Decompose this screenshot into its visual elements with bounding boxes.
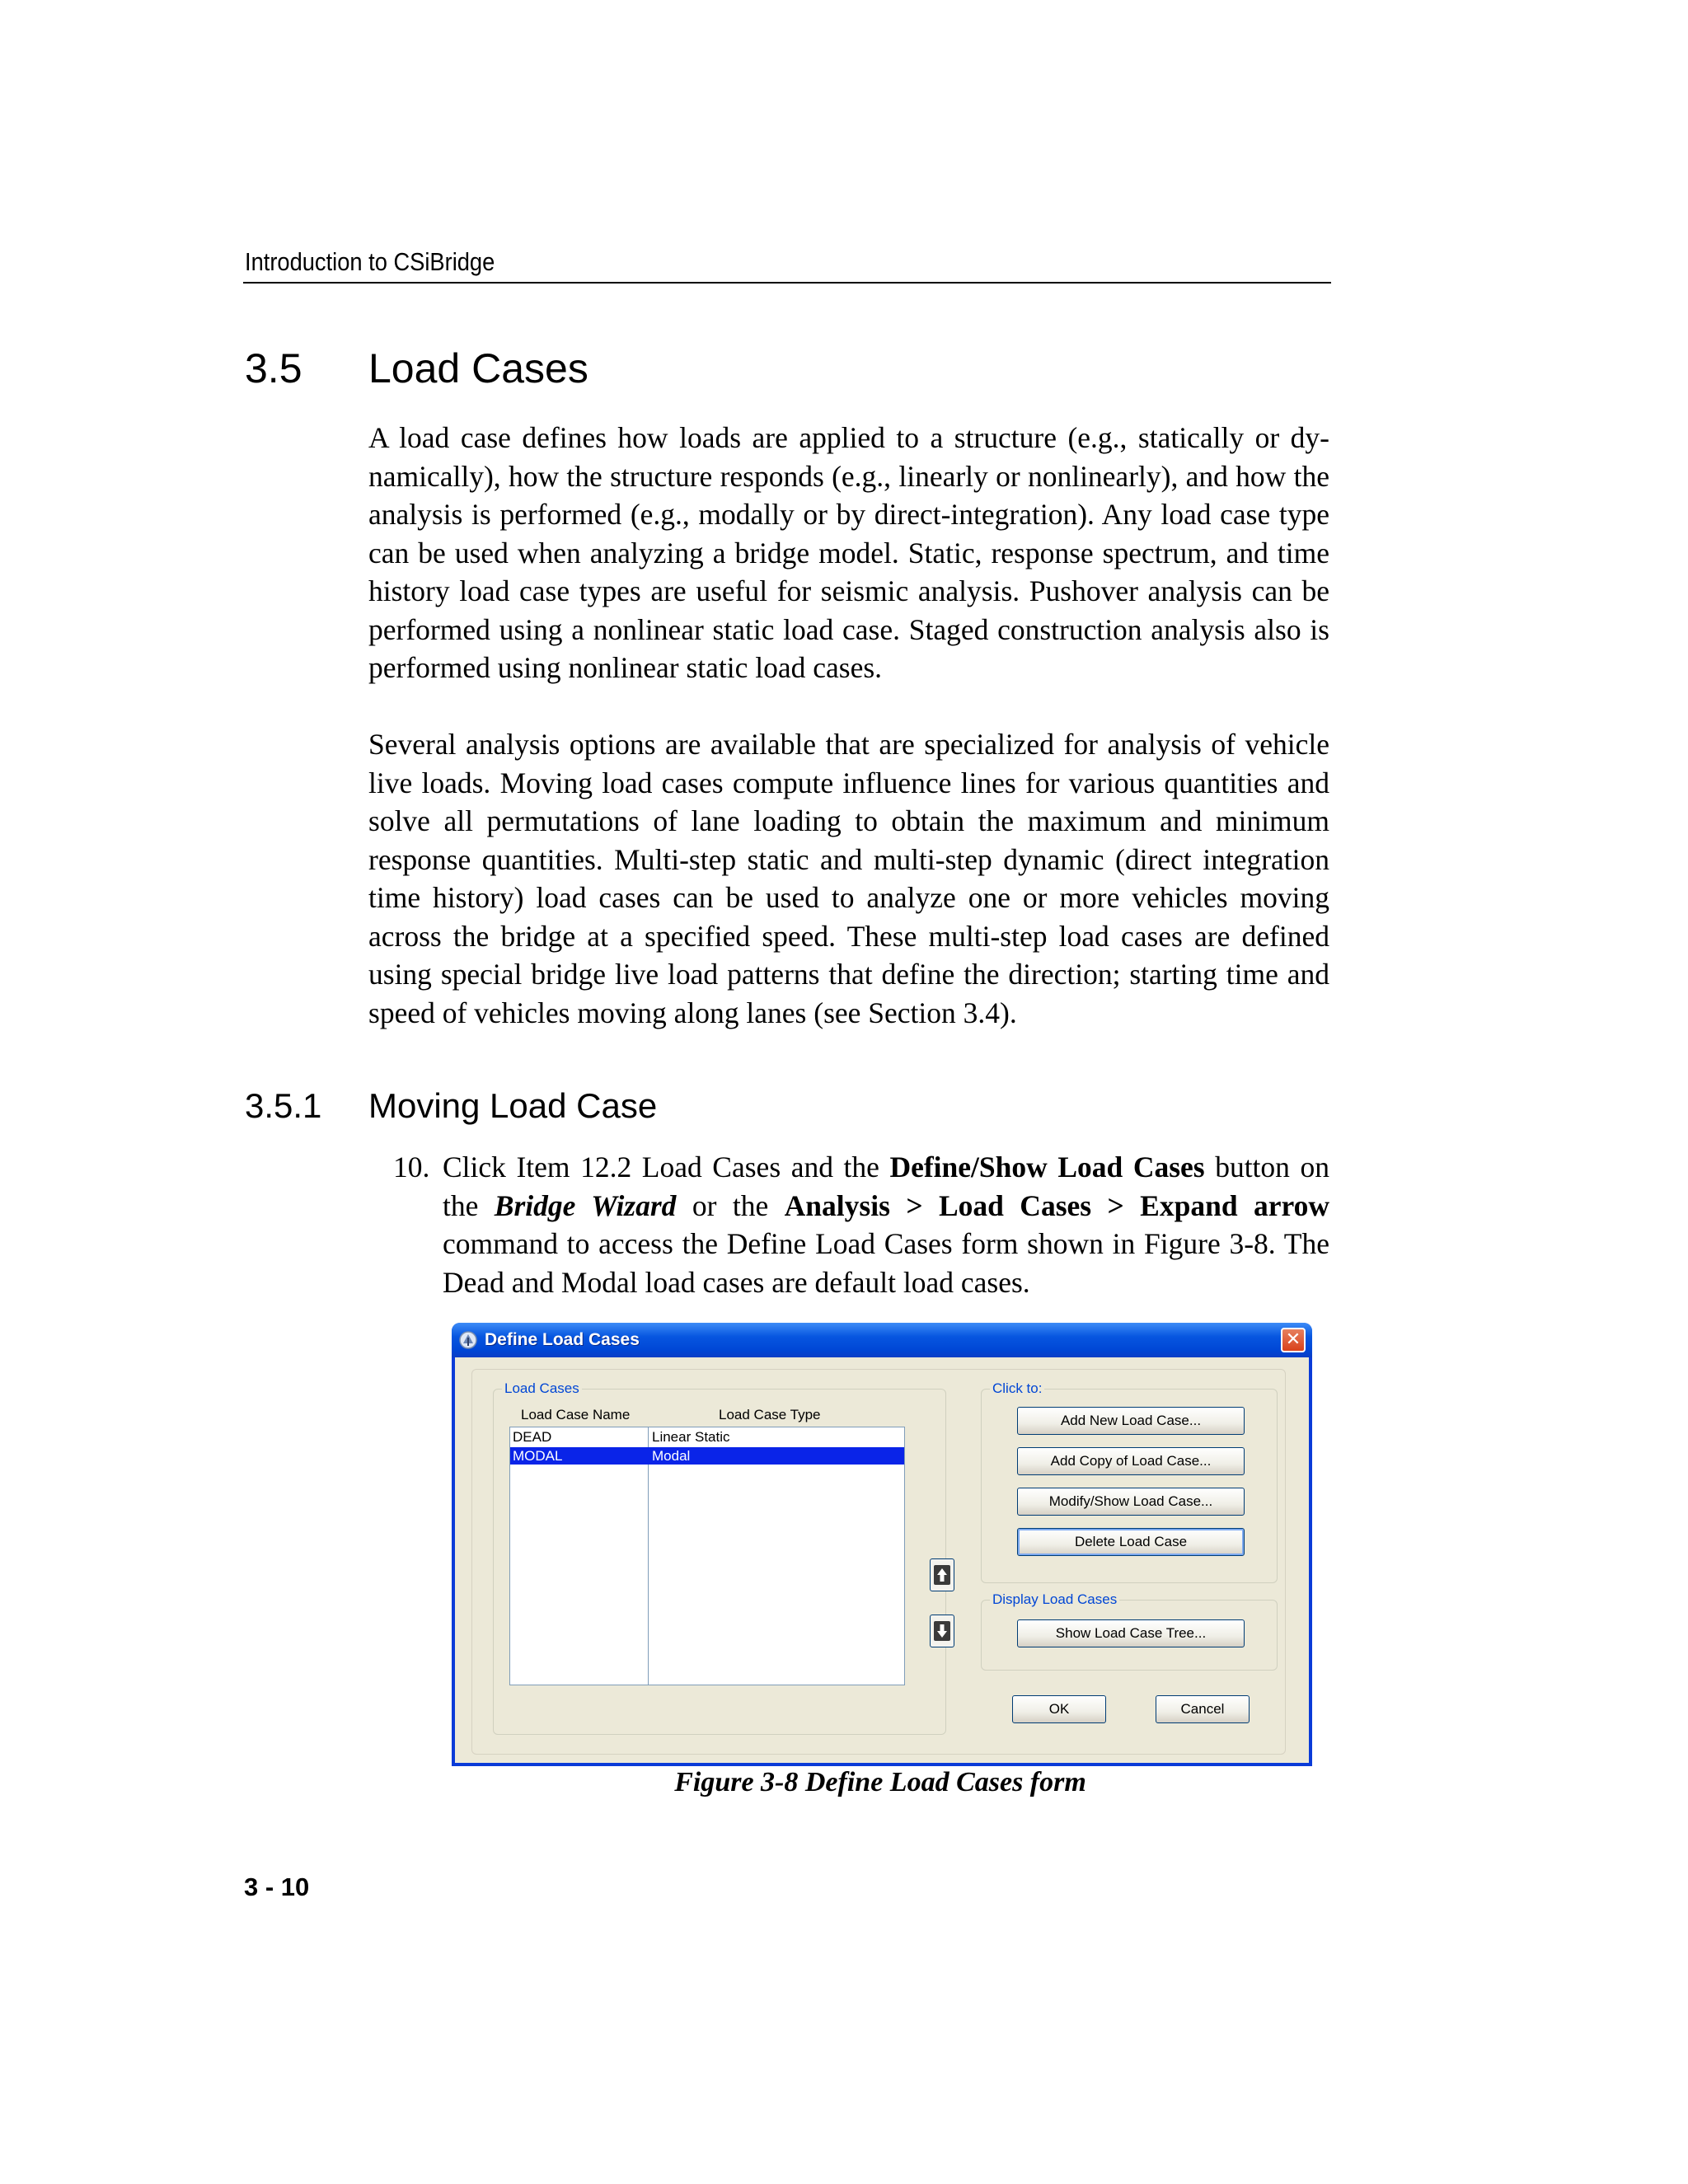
step-text-part: button on the — [443, 1151, 1329, 1222]
figure-caption: Figure 3-8 Define Load Cases form — [674, 1767, 1086, 1797]
subsection-number: 3.5.1 — [245, 1086, 322, 1125]
show-load-case-tree-button[interactable]: Show Load Case Tree... — [1017, 1619, 1245, 1647]
dialog-titlebar[interactable] — [452, 1323, 1312, 1357]
move-down-button[interactable] — [930, 1615, 954, 1647]
arrow-down-icon — [933, 1620, 951, 1642]
list-column-divider — [648, 1427, 649, 1685]
subsection-title: Moving Load Case — [368, 1086, 658, 1125]
cancel-button[interactable]: Cancel — [1156, 1695, 1250, 1723]
step-bold-italic-bridge-wizard: Bridge Wizard — [494, 1188, 677, 1222]
row-type: Linear Static — [652, 1429, 730, 1445]
click-to-group-label: Click to: — [990, 1380, 1044, 1397]
define-load-cases-dialog — [452, 1323, 1312, 1766]
delete-load-case-button[interactable]: Delete Load Case — [1017, 1528, 1245, 1556]
row-type: Modal — [652, 1448, 691, 1464]
section-title: Load Cases — [368, 345, 588, 391]
section-number: 3.5 — [245, 345, 302, 391]
load-cases-list[interactable] — [509, 1427, 905, 1685]
paragraph-1: A load case defines how loads are applied to a structure (e.g., statically or dynamically), how the structure responds (e.g., linearly or nonlinearly), and how the analysis is performed (e.g., modally or by direct-integration). Any load case type can be used when analyzing a bridge model. Static, response spectrum, and time history load case types are useful for seismic analysis. Pushover analysis can be performed using a nonlinear static load case. Staged construction analysis also is performed using nonlinear static load cases. — [368, 421, 1329, 684]
dialog-client-area — [455, 1357, 1309, 1763]
add-new-load-case-button[interactable]: Add New Load Case... — [1017, 1407, 1245, 1435]
step-text-part: Click Item 12.2 Load Cases and the — [443, 1151, 890, 1183]
ok-button[interactable]: OK — [1012, 1695, 1106, 1723]
row-name: DEAD — [513, 1429, 552, 1445]
list-row-dead[interactable] — [510, 1428, 904, 1446]
step-bold-define-show: Define/Show Load Cases — [889, 1151, 1205, 1183]
list-row-modal[interactable] — [510, 1447, 904, 1465]
step-bold-menu-path: Analysis > Load Cases > Expand arrow — [784, 1188, 1329, 1222]
load-cases-group-label: Load Cases — [502, 1380, 582, 1397]
arrow-up-icon — [933, 1564, 951, 1586]
column-header-type: Load Case Type — [719, 1407, 821, 1422]
step-text — [443, 1148, 1329, 1301]
add-copy-load-case-button[interactable]: Add Copy of Load Case... — [1017, 1447, 1245, 1475]
paragraph-2: Several analysis options are available that are specialized for analysis of vehicle live loads. Moving load cases compute influence lines for various quantities and solve all permutations of lane loading to obtain the maximum and minimum response quantities. Multi-step static and multi-step dynamic (direct integration time history) load cases can be used to analyze one or more vehicles moving across the bridge at a specified speed. These multi-step load cases are defined using special bridge live load patterns that define the direction; starting time and speed of vehicles moving along lanes (see Section 3.4). — [368, 728, 1329, 1029]
dialog-title: Define Load Cases — [485, 1330, 640, 1349]
app-icon — [458, 1330, 478, 1350]
running-head-text: Introduction to CSiBridge — [245, 247, 495, 276]
step-number: 10. — [393, 1151, 430, 1183]
display-load-cases-group-label: Display Load Cases — [990, 1591, 1119, 1608]
step-text-part: or the — [676, 1188, 785, 1222]
modify-show-load-case-button[interactable]: Modify/Show Load Case... — [1017, 1488, 1245, 1516]
close-button[interactable] — [1281, 1328, 1306, 1352]
page-number: 3 - 10 — [244, 1872, 310, 1901]
step-text-part: command to access the Define Load Cases form shown in Figure 3-8. The Dead and Modal load cases are default load cases. — [443, 1227, 1329, 1299]
move-up-button[interactable] — [930, 1558, 954, 1591]
running-head — [243, 244, 1331, 284]
row-name: MODAL — [513, 1448, 563, 1464]
column-header-name: Load Case Name — [521, 1407, 631, 1422]
close-icon: ✕ — [1285, 1329, 1301, 1349]
